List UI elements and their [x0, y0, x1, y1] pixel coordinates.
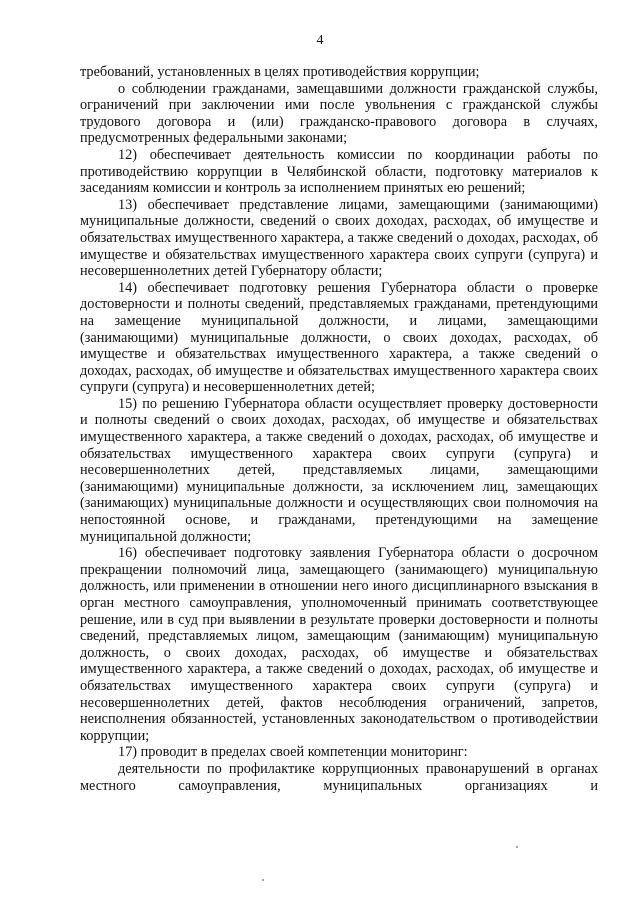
scan-speck — [262, 879, 264, 881]
paragraph: о соблюдении гражданами, замещавшими должности гражданской службы, ограничений при заключении ими после увольнения с гражданской службы трудового договора и (или) гражданско-правового договора в случаях, предусмотренных федеральными законами; — [80, 80, 598, 147]
paragraph: 17) проводит в пределах своей компетенции мониторинг: — [118, 744, 468, 761]
paragraph: 15) по решению Губернатора области осуществляет проверку достоверности и полноты сведений о своих доходах, расходах, об имуществе и обязательствах имущественного характера, а также сведений о доходах, расходах, об имуществе и обязательствах имущественного характера своих супруги (супруга) и несовершеннолетних детей, представляемых лицами, замещающими (занимающими) муниципальные должности, за исключением лиц, замещающих (занимающих) муниципальные должности и осуществляющих свои полномочия на непостоянной основе, и гражданами, претендующими на замещение муниципальной должности; — [80, 395, 598, 545]
paragraph: 12) обеспечивает деятельность комиссии по координации работы по противодействию коррупции в Челябинской области, подготовку материалов к заседаниям комиссии и контроль за исполнением принятых ею решений; — [80, 146, 598, 197]
paragraph: требований, установленных в целях противодействия коррупции; — [80, 64, 480, 80]
scan-speck — [516, 846, 518, 848]
paragraph: 16) обеспечивает подготовку заявления Губернатора области о досрочном прекращении полномочий лица, замещающего (занимающего) муниципальную должность, или применении в отношении него иного дисциплинарного взыскания в орган местного самоуправления, уполномоченный принимать соответствующее решение, или в суд при выявлении в результате проверки достоверности и полноты сведений, представляемых лицом, замещающим (занимающим) муниципальную должность, о своих доходах, расходах, об имуществе и обязательствах имущественного характера, а также сведений о доходах, расходах, об имуществе и обязательствах имущественного характера своих супруги (супруга) и несовершеннолетних детей, фактов несоблюдения ограничений, запретов, неисполнения обязанностей, установленных законодательством о противодействии коррупции; — [80, 545, 598, 744]
paragraph: деятельности по профилактике коррупционных правонарушений в органах местного самоуправления, муниципальных организациях и — [80, 760, 598, 794]
document-body — [80, 64, 598, 794]
paragraph: 14) обеспечивает подготовку решения Губернатора области о проверке достоверности и полноты сведений, представляемых гражданами, претендующими на замещение муниципальной должности, и лицами, замещающими (занимающими) муниципальные должности, о своих доходах, расходах, об имуществе и обязательствах имущественного характера, а также сведений о доходах, расходах, об имуществе и обязательствах имущественного характера своих супруги (супруга) и несовершеннолетних детей; — [80, 279, 598, 396]
paragraph: 13) обеспечивает представление лицами, замещающими (занимающими) муниципальные должности, сведений о своих доходах, расходах, об имуществе и обязательствах имущественного характера, а также сведений о доходах, расходах, об имуществе и обязательствах имущественного характера своих супруги (супруга) и несовершеннолетних детей Губернатору области; — [80, 196, 598, 280]
page-number: 4 — [316, 33, 324, 48]
